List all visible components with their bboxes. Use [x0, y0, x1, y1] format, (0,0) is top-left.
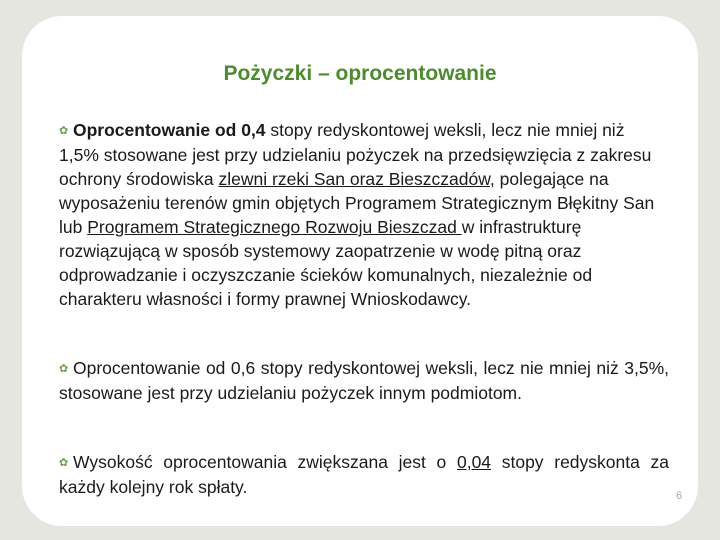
paragraph-1 [59, 118, 669, 311]
paragraph-2 [59, 356, 669, 405]
paragraph-1-bold: Oprocentowanie od 0,4 [73, 120, 266, 140]
paragraph-3-text-a: Wysokość oprocentowania zwiększana jest o [73, 452, 457, 472]
slide-title: Pożyczki – oprocentowanie [223, 62, 497, 85]
paragraph-3 [59, 450, 669, 499]
bullet-icon: ✿ [59, 363, 69, 375]
bullet-icon: ✿ [59, 457, 69, 469]
paragraph-1-underline-a: zlewni rzeki San oraz Bieszczadów [218, 169, 490, 189]
paragraph-2-text: stopy redyskontowej weksli, lecz nie mniej niż 3,5%, stosowane jest przy udzielaniu pożyczek innym podmiotom. [59, 358, 669, 403]
paragraph-1-text-a: stopy redyskontowej weksli, lecz nie mniej niż 1,5% stosowane jest przy udzielaniu pożyczek na przedsięwzięcia z zakresu ochrony środowiska [59, 120, 652, 189]
paragraph-2-bold: Oprocentowanie od 0,6 [73, 358, 256, 378]
paragraph-3-underline: 0,04 [456, 452, 492, 472]
bullet-icon: ✿ [59, 125, 69, 137]
paragraph-3-text-b: stopy redyskonta za każdy kolejny rok spłaty. [59, 452, 670, 497]
paragraph-1-text-c: w infrastrukturę rozwiązującą w sposób systemowy zaopatrzenie w wodę pitną oraz odprowadzanie i oczyszczanie ścieków komunalnych, niezależnie od charakteru własności i formy prawnej Wnioskodawcy. [59, 217, 593, 309]
page-number: 6 [676, 490, 683, 502]
paragraph-1-underline-b: Programem Strategicznego Rozwoju Bieszczad [87, 217, 462, 237]
paragraph-1-text-b: , polegające na wyposażeniu terenów gmin objętych Programem Strategicznym Błękitny San lub [59, 169, 655, 237]
